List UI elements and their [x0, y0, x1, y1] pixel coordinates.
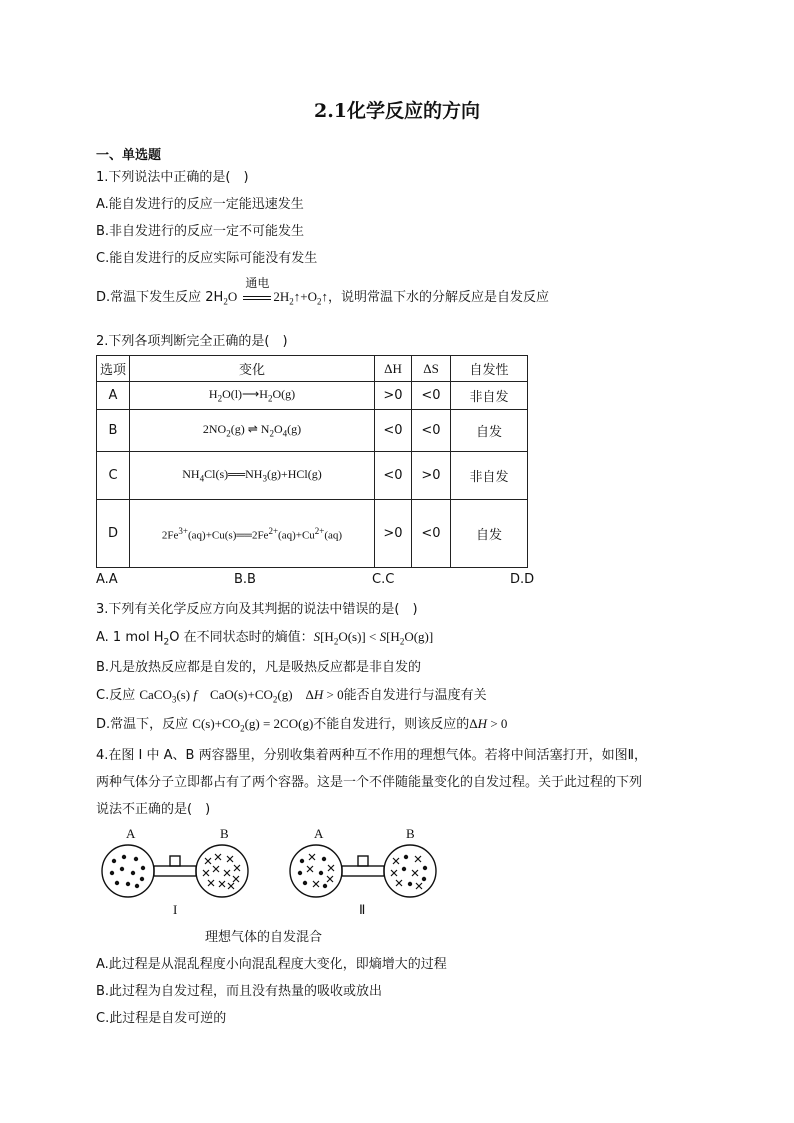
gas-molecule-cross — [313, 881, 319, 887]
table-row — [97, 410, 528, 452]
row-option: C — [97, 452, 130, 500]
gas-molecule-cross — [328, 865, 334, 871]
gas-molecule-cross — [219, 881, 225, 887]
q3-option-b: B.凡是放热反应都是自发的，凡是吸热反应都是非自发的 — [96, 660, 422, 675]
gas-molecule-cross — [327, 876, 333, 882]
row-dh: <0 — [375, 410, 412, 452]
header-spontaneity: 自发性 — [451, 356, 528, 382]
q3-d-suffix: 不能自发进行，则该反应的 — [313, 717, 470, 732]
q1-option-d: D.常温下发生反应 $2H_2O$ 通电 $2H_2↑+O_2↑$，说明常温下水的分解反应是自发反应 — [96, 276, 549, 307]
q4-stem-line1: 4.在图 I 中 A、B 两容器里，分别收集着两种互不作用的理想气体。若将中间活塞打开，如图Ⅱ， — [96, 748, 647, 763]
electrolysis-label: 通电 — [245, 276, 270, 290]
gas-molecule-cross — [412, 870, 418, 876]
gas-molecule-dot — [303, 881, 307, 885]
q4-option-b: B.此过程为自发过程，而且没有热量的吸收或放出 — [96, 984, 383, 999]
gas-molecule-cross — [213, 866, 219, 872]
row-dh: >0 — [375, 500, 412, 568]
gas-molecule-cross — [228, 883, 234, 889]
row-ds: <0 — [412, 500, 451, 568]
row-dh: >0 — [375, 382, 412, 410]
gas-molecule-dot — [131, 871, 135, 875]
reaction-condition — [241, 276, 273, 305]
q3-a-prefix: A. 1 mol H — [96, 630, 164, 645]
q3-d-prefix: D.常温下，反应 — [96, 717, 193, 732]
gas-molecule-dot — [408, 882, 412, 886]
gas-molecule-cross — [309, 854, 315, 860]
figure-two-label: Ⅱ — [359, 902, 366, 917]
gas-molecule-cross — [227, 856, 233, 862]
reaction-a: $H_2O(l)⟶H_2O(g)$ — [130, 382, 375, 410]
q4-stem-line3: 说法不正确的是( ) — [96, 802, 211, 817]
row-spontaneity: 自发 — [451, 410, 528, 452]
reaction-d: $2Fe^{3+}(aq)+Cu(s)══2Fe^{2+}(aq)+Cu^{2+}(aq)$ — [130, 500, 375, 568]
gas-molecule-dot — [140, 877, 144, 881]
row-option: D — [97, 500, 130, 568]
gas-molecule-dot — [319, 871, 323, 875]
row-option: B — [97, 410, 130, 452]
reaction-b: $2NO_2(g)$ ⇌ $N_2O_4(g)$ — [130, 410, 375, 452]
gas-molecule-cross — [203, 870, 209, 876]
section-heading: 一、单选题 — [96, 148, 162, 163]
q1-option-a: A.能自发进行的反应一定能迅速发生 — [96, 197, 304, 212]
gas-molecule-cross — [307, 866, 313, 872]
row-ds: <0 — [412, 382, 451, 410]
row-spontaneity: 非自发 — [451, 452, 528, 500]
q2-option-c: C.C — [372, 572, 395, 587]
row-dh: <0 — [375, 452, 412, 500]
header-ds: ΔS — [412, 356, 451, 382]
gas-molecule-dot — [141, 866, 145, 870]
gas-molecule-cross — [208, 880, 214, 886]
gas-molecule-dot — [135, 884, 139, 888]
q3-a-mid: O 在不同状态时的熵值： — [169, 630, 314, 645]
gas-molecule-dot — [323, 884, 327, 888]
header-dh: ΔH — [375, 356, 412, 382]
label-b-1: B — [220, 826, 229, 841]
gas-molecule-cross — [393, 858, 399, 864]
table-row — [97, 452, 528, 500]
label-b-2: B — [406, 826, 415, 841]
gas-molecule-dot — [134, 857, 138, 861]
q2-table — [96, 355, 528, 568]
gas-molecule-dot — [322, 857, 326, 861]
row-ds: <0 — [412, 410, 451, 452]
q3-c-suffix: 能否自发进行与温度有关 — [343, 688, 487, 703]
q3-stem: 3.下列有关化学反应方向及其判据的说法中错误的是( ) — [96, 602, 418, 617]
container-a-1 — [102, 845, 154, 897]
header-option: 选项 — [97, 356, 130, 382]
q3-option-a: A. 1 mol $H_2O$ 在不同状态时的熵值：$S[H_2O(s)] < S[H_2O(g)]$ — [96, 629, 434, 648]
table-row — [97, 500, 528, 568]
gas-molecule-dot — [404, 855, 408, 859]
q3-c-prefix: C.反应 — [96, 688, 140, 703]
gas-molecule-cross — [234, 865, 240, 871]
gas-mixing-figure — [96, 826, 456, 926]
gas-molecule-cross — [205, 858, 211, 864]
q2-stem: 2.下列各项判断完全正确的是( ) — [96, 334, 288, 349]
q1-option-c: C.能自发进行的反应实际可能没有发生 — [96, 251, 318, 266]
gas-molecule-dot — [115, 881, 119, 885]
connector-1 — [154, 866, 196, 876]
connector-2 — [342, 866, 384, 876]
table-row — [97, 382, 528, 410]
gas-molecule-dot — [120, 867, 124, 871]
label-a-1: A — [126, 826, 136, 841]
gas-molecule-dot — [110, 871, 114, 875]
gas-molecule-cross — [416, 883, 422, 889]
q2-option-d: D.D — [510, 572, 535, 587]
q2-option-b: B.B — [234, 572, 256, 587]
q4-option-c: C.此过程是自发可逆的 — [96, 1011, 227, 1026]
q1-option-b: B.非自发进行的反应一定不可能发生 — [96, 224, 305, 239]
valve-1 — [170, 856, 180, 866]
container-a-2 — [290, 845, 342, 897]
figure-one-label: I — [173, 902, 178, 917]
row-option: A — [97, 382, 130, 410]
gas-molecule-dot — [300, 859, 304, 863]
q3-option-d: D.常温下，反应 $C(s)+CO_2(g) = 2CO(g)$不能自发进行，则该反应的ΔH > 0 — [96, 716, 508, 734]
row-ds: >0 — [412, 452, 451, 500]
q1-d-suffix: ，说明常温下水的分解反应是自发反应 — [327, 290, 549, 305]
q1-d-prefix: D.常温下发生反应 2H — [96, 290, 224, 305]
gas-molecule-cross — [233, 876, 239, 882]
valve-2 — [358, 856, 368, 866]
q4-option-a: A.此过程是从混乱程度小向混乱程度大变化，即熵增大的过程 — [96, 957, 447, 972]
gas-molecule-dot — [298, 871, 302, 875]
gas-molecule-dot — [402, 867, 406, 871]
gas-molecule-cross — [396, 880, 402, 886]
gas-molecule-cross — [391, 870, 397, 876]
row-spontaneity: 非自发 — [451, 382, 528, 410]
reaction-c: $NH_4Cl(s)══NH_3(g)+HCl(g)$ — [130, 452, 375, 500]
gas-molecule-dot — [112, 859, 116, 863]
gas-molecule-dot — [422, 877, 426, 881]
row-spontaneity: 自发 — [451, 500, 528, 568]
header-change: 变化 — [130, 356, 375, 382]
q1-stem: 1.下列说法中正确的是( ) — [96, 170, 249, 185]
q2-option-a: A.A — [96, 572, 118, 587]
q3-option-c: C.反应 CaCO$_3$(s) f $CaO(s)+CO_2(g)$ ΔH > 0能否自发进行与温度有关 — [96, 687, 487, 705]
gas-molecule-dot — [122, 855, 126, 859]
page-title: 2.1化学反应的方向 — [313, 100, 481, 122]
q4-stem-line2: 两种气体分子立即都占有了两个容器。这是一个不伴随能量变化的自发过程。关于此过程的下列 — [96, 775, 643, 790]
gas-molecule-cross — [224, 870, 230, 876]
figure-caption: 理想气体的自发混合 — [205, 930, 323, 945]
gas-molecule-dot — [126, 882, 130, 886]
gas-molecule-cross — [215, 854, 221, 860]
label-a-2: A — [314, 826, 324, 841]
gas-molecule-cross — [415, 856, 421, 862]
gas-molecule-dot — [423, 866, 427, 870]
